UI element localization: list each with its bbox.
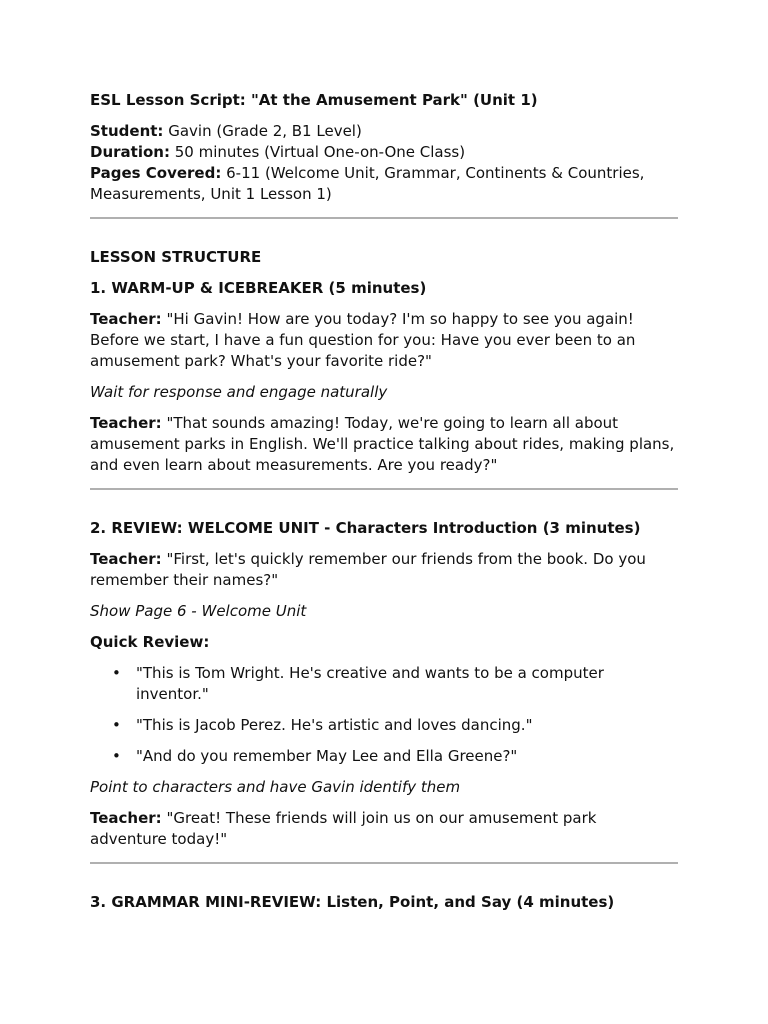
duration-label: Duration: (90, 143, 170, 161)
list-item-text: "And do you remember May Lee and Ella Greene?" (136, 747, 518, 765)
section2-teacher-line-1 (90, 549, 678, 591)
section1-teacher-line-2 (90, 413, 678, 476)
section2-note-2: Point to characters and have Gavin identify them (90, 778, 461, 796)
divider (90, 488, 678, 490)
teacher-speech: "Hi Gavin! How are you today? I'm so happy to see you again! Before we start, I have a fun question for you: Have you ever been to an amusement park? What's your favorite ride?" (90, 310, 636, 370)
meta-duration (90, 142, 678, 163)
quick-review-heading: Quick Review: (90, 633, 210, 651)
teacher-label: Teacher: (90, 414, 162, 432)
structure-heading: LESSON STRUCTURE (90, 248, 262, 266)
list-item (90, 715, 678, 736)
teacher-speech: "Great! These friends will join us on our amusement park adventure today!" (90, 809, 597, 848)
section1-teacher-line-1 (90, 309, 678, 372)
list-item-text: "This is Jacob Perez. He's artistic and loves dancing." (136, 716, 533, 734)
meta-pages (90, 163, 678, 205)
teacher-label: Teacher: (90, 550, 162, 568)
section3-heading: 3. GRAMMAR MINI-REVIEW: Listen, Point, and Say (4 minutes) (90, 893, 615, 911)
duration-value: 50 minutes (Virtual One-on-One Class) (174, 143, 466, 161)
teacher-speech: "First, let's quickly remember our friends from the book. Do you remember their names?" (90, 550, 646, 589)
bullet-icon: • (112, 664, 121, 682)
list-item (90, 663, 678, 705)
document-content (90, 90, 678, 913)
student-value: Gavin (Grade 2, B1 Level) (168, 122, 362, 140)
student-label: Student: (90, 122, 164, 140)
section2-teacher-line-2 (90, 808, 678, 850)
section2-note-1: Show Page 6 - Welcome Unit (90, 602, 307, 620)
list-item (90, 746, 678, 767)
section2-heading: 2. REVIEW: WELCOME UNIT - Characters Introduction (3 minutes) (90, 519, 641, 537)
section1-note: Wait for response and engage naturally (90, 383, 388, 401)
teacher-label: Teacher: (90, 809, 162, 827)
bullet-icon: • (112, 716, 121, 734)
list-item-text: "This is Tom Wright. He's creative and wants to be a computer inventor." (136, 664, 604, 703)
pages-value: 6-11 (Welcome Unit, Grammar, Continents & Countries, Measurements, Unit 1 Lesson 1) (90, 164, 645, 203)
meta-student (90, 121, 678, 142)
document-title: ESL Lesson Script: "At the Amusement Park" (Unit 1) (90, 91, 538, 109)
teacher-speech: "That sounds amazing! Today, we're going to learn all about amusement parks in English. We'll practice talking about rides, making plans, and even learn about measurements. Are you ready?" (90, 414, 675, 474)
teacher-label: Teacher: (90, 310, 162, 328)
pages-label: Pages Covered: (90, 164, 222, 182)
divider (90, 862, 678, 864)
divider (90, 217, 678, 219)
bullet-icon: • (112, 747, 121, 765)
section1-heading: 1. WARM-UP & ICEBREAKER (5 minutes) (90, 279, 427, 297)
quick-review-list (90, 663, 678, 767)
